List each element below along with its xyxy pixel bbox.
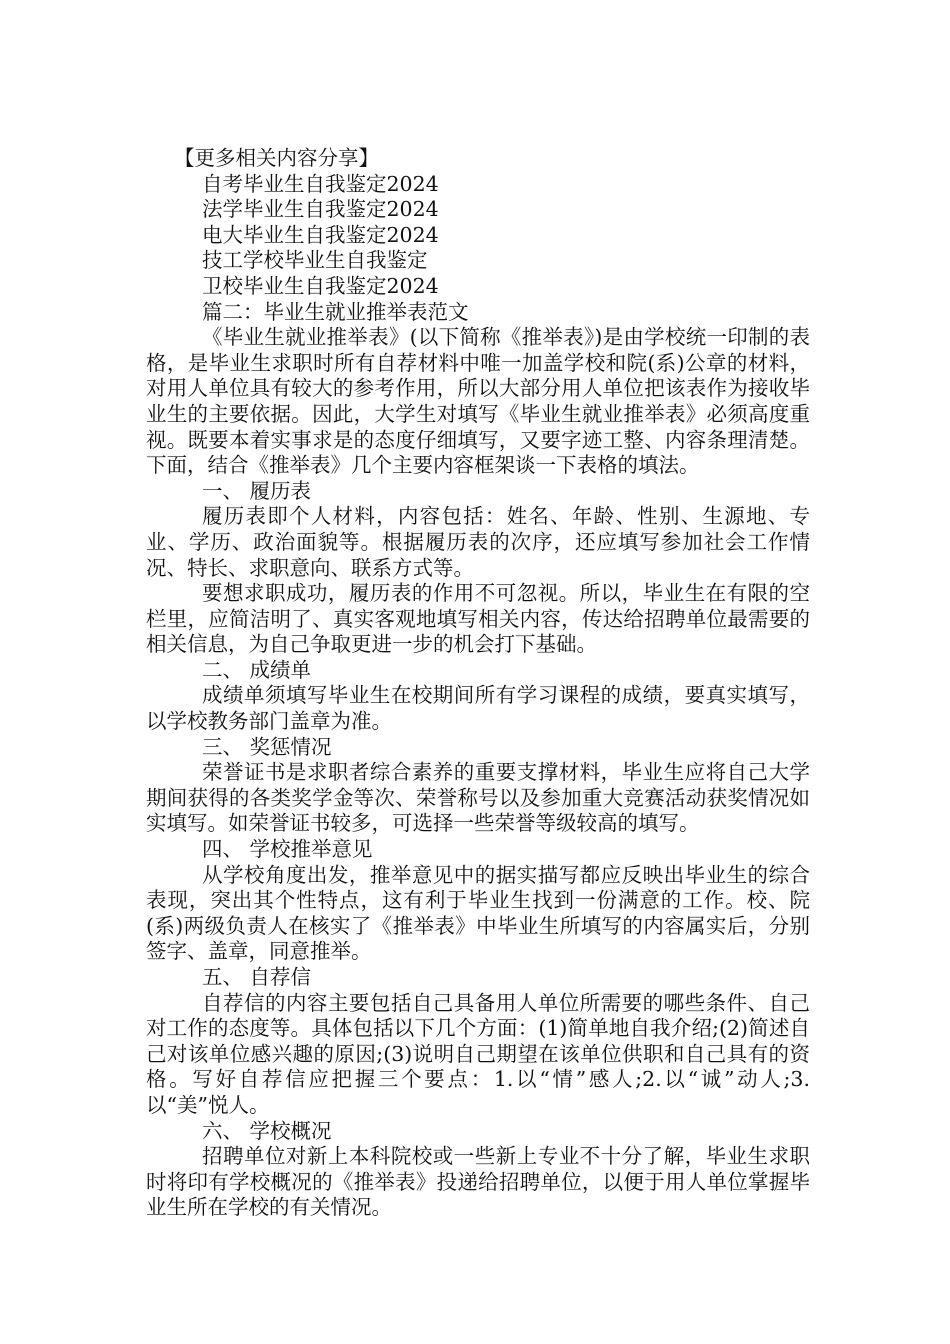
section-paragraph: 自荐信的内容主要包括自己具备用人单位所需要的哪些条件、自己对工作的态度等。具体包括以下几个方面：(1)简单地自我介绍;(2)简述自己对该单位感兴趣的原因;(3)说明自己期望在该单位供职和自己具有的资格。写好自荐信应把握三个要点：1.以“情”感人;2.以“诚”动人;3.以“美”悦人。 <box>146 990 810 1117</box>
section-heading: 四、 学校推举意见 <box>202 837 373 862</box>
related-link[interactable]: 法学毕业生自我鉴定2024 <box>202 197 439 222</box>
intro-paragraph: 《毕业生就业推举表》(以下简称《推举表》)是由学校统一印制的表格，是毕业生求职时所有自荐材料中唯一加盖学校和院(系)公章的材料，对用人单位具有较大的参考作用，所以大部分用人单位把该表作为接收毕业生的主要依据。因此，大学生对填写《毕业生就业推举表》必须高度重视。既要本着实事求是的态度仔细填写，又要字迹工整、内容条理清楚。下面，结合《推举表》几个主要内容框架谈一下表格的填法。 <box>146 325 810 478</box>
document-body <box>146 146 810 1221</box>
chapter-title: 篇二：毕业生就业推举表范文 <box>202 299 469 324</box>
section-heading: 一、 履历表 <box>202 478 312 503</box>
section-paragraph: 成绩单须填写毕业生在校期间所有学习课程的成绩，要真实填写，以学校教务部门盖章为准。 <box>146 683 810 734</box>
related-link[interactable]: 技工学校毕业生自我鉴定 <box>202 248 428 273</box>
section-heading: 三、 奖惩情况 <box>202 734 332 759</box>
section-paragraph: 履历表即个人材料，内容包括：姓名、年龄、性别、生源地、专业、学历、政治面貌等。根据履历表的次序，还应填写参加社会工作情况、特长、求职意向、联系方式等。 <box>146 504 810 580</box>
section-heading: 六、 学校概况 <box>202 1118 332 1143</box>
section-heading: 二、 成绩单 <box>202 657 312 682</box>
section-paragraph: 荣誉证书是求职者综合素养的重要支撑材料，毕业生应将自己大学期间获得的各类奖学金等次、荣誉称号以及参加重大竞赛活动获奖情况如实填写。如荣誉证书较多，可选择一些荣誉等级较高的填写。 <box>146 760 810 836</box>
related-link[interactable]: 自考毕业生自我鉴定2024 <box>202 171 439 196</box>
section-paragraph: 从学校角度出发，推举意见中的据实描写都应反映出毕业生的综合表现，突出其个性特点，这有利于毕业生找到一份满意的工作。校、院(系)两级负责人在核实了《推举表》中毕业生所填写的内容属实后，分别签字、盖章，同意推举。 <box>146 862 810 964</box>
related-link[interactable]: 电大毕业生自我鉴定2024 <box>202 222 439 247</box>
more-content-header: 【更多相关内容分享】 <box>174 146 379 170</box>
section-paragraph: 招聘单位对新上本科院校或一些新上专业不十分了解，毕业生求职时将印有学校概况的《推举表》投递给招聘单位，以便于用人单位掌握毕业生所在学校的有关情况。 <box>146 1144 810 1220</box>
related-link[interactable]: 卫校毕业生自我鉴定2024 <box>202 273 439 298</box>
section-heading: 五、 自荐信 <box>202 965 312 989</box>
section-paragraph: 要想求职成功，履历表的作用不可忽视。所以，毕业生在有限的空栏里，应简洁明了、真实客观地填写相关内容，传达给招聘单位最需要的相关信息，为自己争取更进一步的机会打下基础。 <box>146 581 810 657</box>
